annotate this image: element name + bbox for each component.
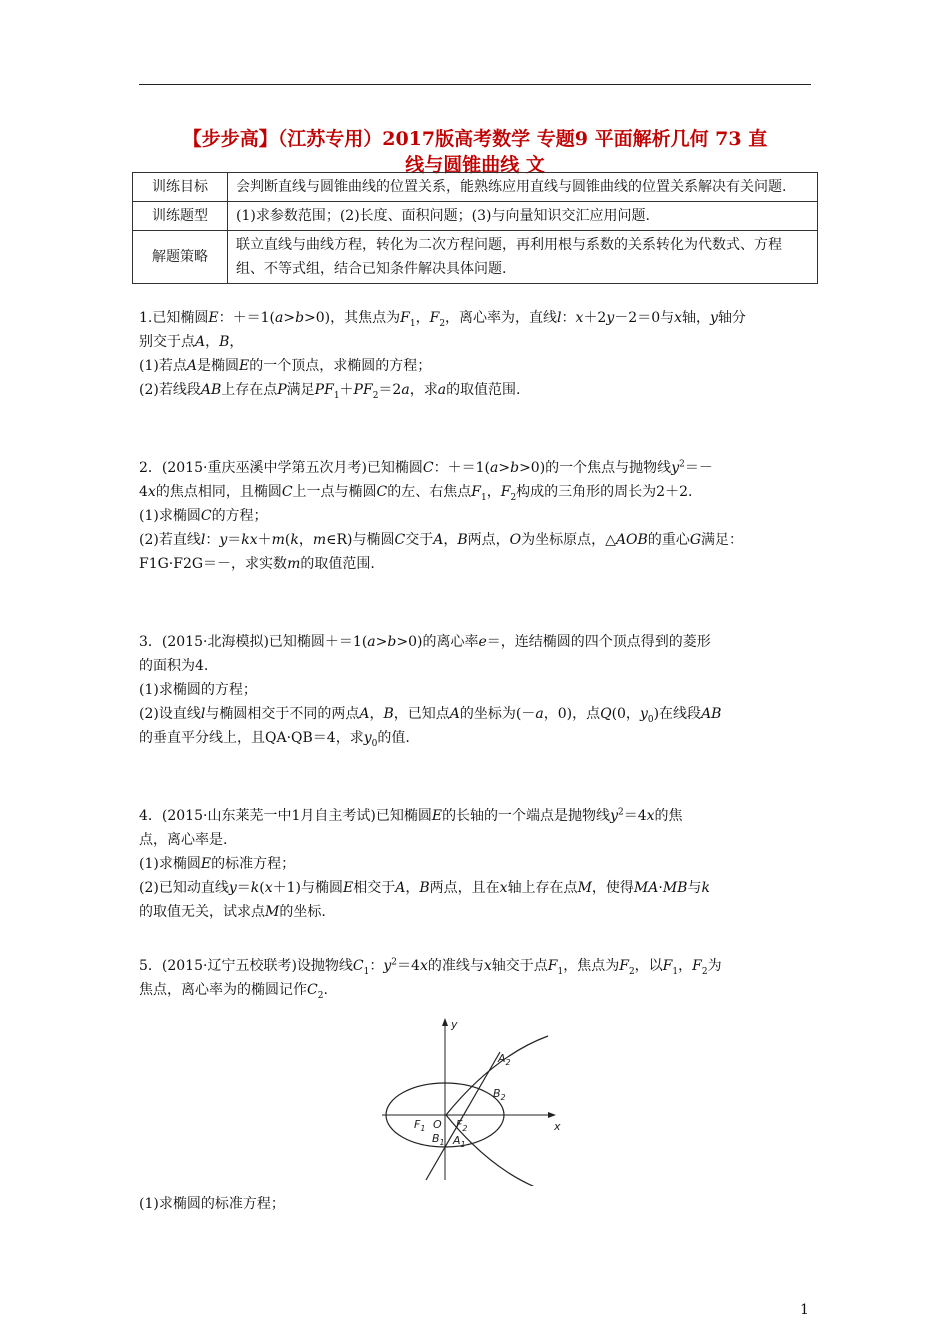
problem-3-stem: 3．(2015·北海模拟)已知椭圆＋＝1(a>b>0)的离心率e＝，连结椭圆的四个顶点得到的菱形 的面积为4.: [139, 634, 711, 674]
table-row: [133, 173, 818, 202]
problem-1-stem: 1.已知椭圆E：＋＝1(a>b>0)，其焦点为$F_1$，$F_2$，离心率为，直线l：x＋2y－2＝0与x轴，y轴分 别交于点A，B，: [139, 310, 746, 350]
parabola-c1: [446, 1036, 548, 1186]
title-line-1: 【步步高】（江苏专用）2017版高考数学 专题9 平面解析几何 73 直: [182, 128, 768, 150]
secant-line: [426, 1052, 500, 1180]
problem-1-part-2: (2)若线段AB上存在点P满足$PF_1+PF_2=2a$，求a的取值范围.: [139, 382, 521, 401]
table-row: [133, 202, 818, 231]
problem-5-stem: 5．(2015·辽宁五校联考)设抛物线$C_1$：$y^2=4x$的准线与x轴交于点$F_1$，焦点为$F_2$，以$F_1$，$F_2$为 焦点，离心率为的椭圆记作$C_2$.: [139, 957, 722, 1001]
problem-4-part-1: (1)求椭圆E的标准方程；: [139, 856, 296, 872]
row-content: 联立直线与曲线方程，转化为二次方程问题，再利用根与系数的关系转化为代数式、方程组、不等式组，结合已知条件解决具体问题.: [228, 231, 818, 284]
label-o: O: [433, 1118, 442, 1131]
problem-4-stem: 4．(2015·山东莱芜一中1月自主考试)已知椭圆E的长轴的一个端点是抛物线$y^2=4x$的焦 点，离心率是.: [139, 807, 683, 848]
row-label: 训练目标: [133, 173, 228, 202]
label-x: x: [554, 1120, 561, 1133]
ellipse-parabola-figure: [376, 1016, 572, 1186]
problem-3-part-1: (1)求椭圆的方程；: [139, 682, 257, 698]
row-content: 会判断直线与圆锥曲线的位置关系，能熟练应用直线与圆锥曲线的位置关系解决有关问题.: [228, 173, 818, 202]
problem-3: [139, 630, 815, 750]
label-a2: $A_2$: [498, 1052, 511, 1067]
label-f1: $F_1$: [414, 1118, 426, 1133]
label-b1: $B_1$: [432, 1132, 445, 1147]
document-title: [130, 126, 820, 178]
y-axis-arrow: [442, 1018, 448, 1026]
problems-body: [139, 306, 815, 1002]
label-b2: $B_2$: [493, 1087, 506, 1102]
problem-1-part-1: (1)若点A是椭圆E的一个顶点，求椭圆的方程；: [139, 358, 432, 374]
problem-4: [139, 804, 815, 924]
problem-5-part-1: (1)求椭圆的标准方程；: [139, 1196, 285, 1212]
x-axis-arrow: [548, 1112, 556, 1118]
row-label: 训练题型: [133, 202, 228, 231]
row-label: 解题策略: [133, 231, 228, 284]
problem-2-part-1: (1)求椭圆C的方程；: [139, 508, 268, 524]
problem-3-part-2: (2)设直线l与椭圆相交于不同的两点A，B，已知点A的坐标为(－a，0)，点Q(0，$y_0$)在线段AB 的垂直平分线上，且QA·QB＝4，求$y_0$的值.: [139, 706, 722, 749]
problem-5: [139, 954, 815, 1002]
problem-4-part-2: (2)已知动直线y＝k(x＋1)与椭圆E相交于A，B两点，且在x轴上存在点M，使得MA·MB与k 的取值无关，试求点M的坐标.: [139, 880, 710, 920]
table-row: [133, 231, 818, 284]
problem-1: [139, 306, 815, 402]
training-info-table: [132, 172, 818, 284]
header-rule: [139, 84, 811, 85]
page-number: 1: [800, 1302, 809, 1318]
problem-2-stem: 2．(2015·重庆巫溪中学第五次月考)已知椭圆C：＋＝1(a>b>0)的一个焦点与抛物线$y^2=-$ 4x的焦点相同，且椭圆C上一点与椭圆C的左、右焦点$F_1$，$F_2$构成的三角形的周长为2＋2.: [139, 459, 713, 503]
label-f2: $F_2$: [456, 1118, 468, 1133]
label-a1: $A_1$: [453, 1134, 466, 1149]
problem-2: [139, 456, 815, 576]
row-content: (1)求参数范围；(2)长度、面积问题；(3)与向量知识交汇应用问题.: [228, 202, 818, 231]
label-y: y: [451, 1018, 458, 1031]
problem-2-part-2: (2)若直线l：y＝kx＋m(k，m∈R)与椭圆C交于A，B两点，O为坐标原点，△AOB的重心G满足： F1G·F2G＝－，求实数m的取值范围.: [139, 532, 744, 572]
title-line-2: 线与圆锥曲线 文: [405, 154, 545, 176]
